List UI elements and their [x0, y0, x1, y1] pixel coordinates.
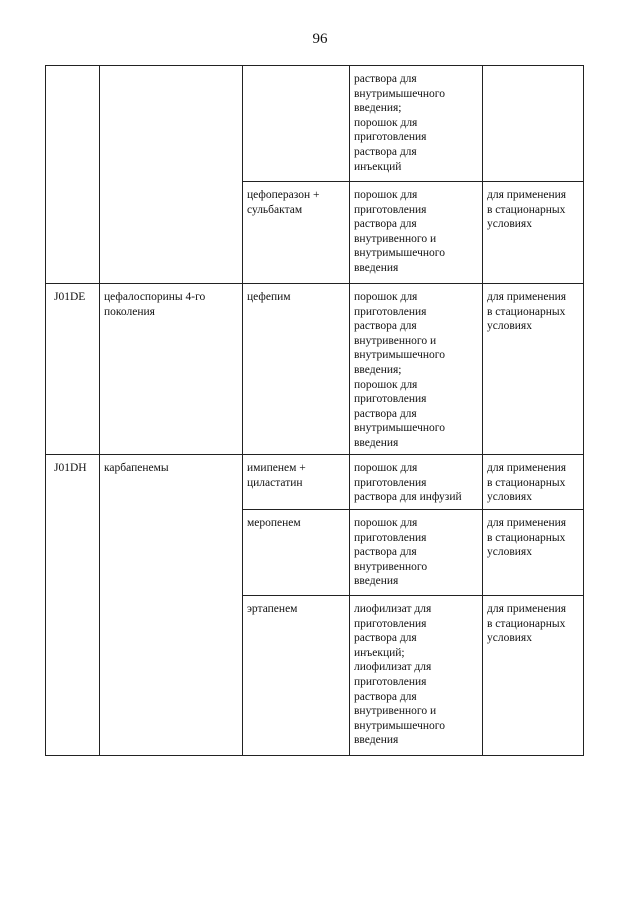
table-row — [46, 455, 584, 510]
dosage-form-cell: раствора для внутримышечного введения; порошок для приготовления раствора для инъекций — [350, 66, 483, 182]
drug-name-cell: меропенем — [243, 510, 350, 596]
drug-name-cell — [243, 66, 350, 182]
atc-code-cell: J01DE — [46, 284, 100, 455]
drug-name-cell: эртапенем — [243, 596, 350, 756]
note-cell: для применения в стационарных условиях — [483, 596, 584, 756]
note-cell: для применения в стационарных условиях — [483, 510, 584, 596]
dosage-form-cell: порошок для приготовления раствора для внутривенного введения — [350, 510, 483, 596]
group-cell: карбапенемы — [100, 455, 243, 756]
note-cell: для применения в стационарных условиях — [483, 455, 584, 510]
table-row — [46, 284, 584, 455]
group-cell — [100, 66, 243, 284]
dosage-form-cell: порошок для приготовления раствора для внутривенного и внутримышечного введения — [350, 182, 483, 284]
dosage-form-cell: лиофилизат для приготовления раствора для инъекций; лиофилизат для приготовления раствора для внутривенного и внутримышечного введения — [350, 596, 483, 756]
atc-code-cell — [46, 66, 100, 284]
table-row — [46, 66, 584, 182]
dosage-form-cell: порошок для приготовления раствора для внутривенного и внутримышечного введения; порошок для приготовления раствора для внутримышечного введения — [350, 284, 483, 455]
drug-table — [45, 65, 584, 756]
note-cell: для применения в стационарных условиях — [483, 284, 584, 455]
drug-name-cell: имипенем + циластатин — [243, 455, 350, 510]
atc-code-cell: J01DH — [46, 455, 100, 756]
drug-name-cell: цефоперазон + сульбактам — [243, 182, 350, 284]
note-cell — [483, 66, 584, 182]
note-cell: для применения в стационарных условиях — [483, 182, 584, 284]
drug-name-cell: цефепим — [243, 284, 350, 455]
dosage-form-cell: порошок для приготовления раствора для инфузий — [350, 455, 483, 510]
page-number: 96 — [312, 31, 328, 47]
group-cell: цефалоспорины 4-го поколения — [100, 284, 243, 455]
